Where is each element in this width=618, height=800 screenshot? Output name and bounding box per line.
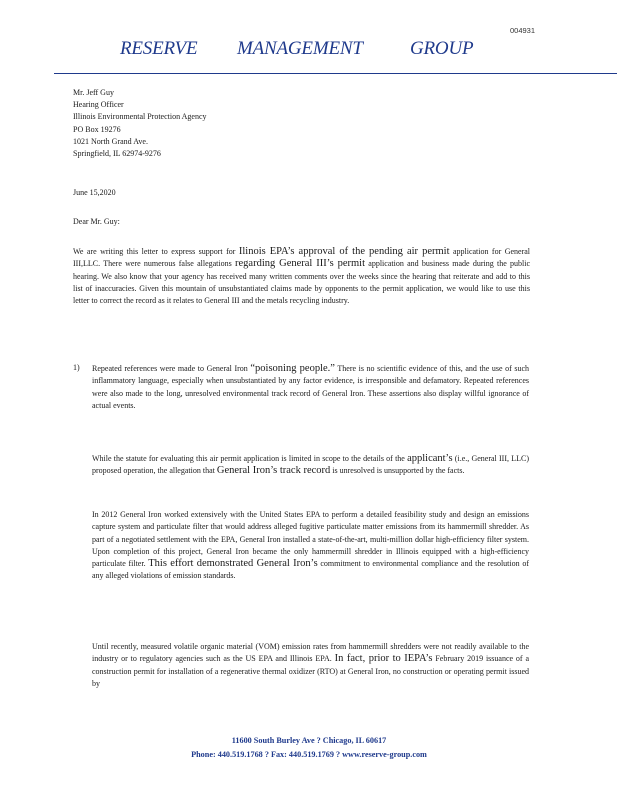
letter-date: June 15,2020: [73, 188, 116, 197]
recipient-name: Mr. Jeff Guy: [73, 88, 114, 97]
item-paragraph-3: In 2012 General Iron worked extensively with the United States EPA to perform a detailed feasibility study and design an emissions capture system and particulate filter that would address alleged fugitive particulate matter emissions from its hammermill shredder. As part of a negotiated settlement with the EPA, General Iron installed a state-of-the-art, multi-million dollar high-efficiency filter system. Upon completion of this project, General Iron became the only hammermill shredder in Illinois equipped with a high-efficiency particulate filter. This effort demonstrated General Iron’s commitment to environmental compliance and the resolution of any alleged violations of emission standards.: [92, 510, 529, 581]
recipient-org: Illinois Environmental Protection Agency: [73, 112, 207, 122]
letterhead-divider: [54, 73, 617, 74]
recipient-title: Hearing Officer: [73, 100, 124, 110]
list-item-number: 1): [73, 363, 80, 372]
item-emphasis: “poisoning people.”: [250, 363, 335, 374]
letterhead-word-management: MANAGEMENT: [237, 38, 363, 59]
item-emphasis: In fact, prior to IEPA’s: [334, 653, 433, 665]
recipient-street: 1021 North Grand Ave.: [73, 136, 148, 146]
intro-emphasis-2: regarding General III’s permit: [235, 258, 366, 270]
letterhead: [0, 38, 618, 62]
recipient-po-box: PO Box 19276: [73, 124, 121, 134]
item-emphasis: General Iron’s track record: [216, 465, 331, 477]
footer-address: 11600 South Burley Ave ? Chicago, IL 60617: [231, 736, 387, 745]
intro-paragraph: We are writing this letter to express support for Ilinois EPA’s approval of the pending air permit application for General III,LLC. There were numerous false allegations regarding General III’s permit application and business made during the public hearing. We also know that your agency has received many written comments over the weeks since the hearing that reiterate and add to this list of inaccuracies. Given this mountain of unsubstantiated claims made by opponents to the permit application, we would like to use this letter to correct the record as it relates to General III and the metals recycling industry.: [73, 246, 531, 306]
recipient-city: Springfield, IL 62974-9276: [73, 149, 161, 159]
item-paragraph-2: While the statute for evaluating this air permit application is limited in scope to the details of the applicant’s (i.e., General III, LLC) proposed operation, the allegation that General Iron’s track record is unresolved is unsupported by the facts.: [92, 453, 529, 477]
item-paragraph-4: Until recently, measured volatile organic material (VOM) emission rates from hammermill shredders were not readily available to the industry or to regulatory agencies such as the US EPA and Illinois EPA. In fact, prior to IEPA’s February 2019 issuance of a construction permit for installation of a regenerative thermal oxidizer (RTO) at General Iron, no construction or operating permit issued by: [92, 642, 529, 688]
intro-emphasis-1: Ilinois EPA’s approval of the pending air permit: [238, 246, 450, 257]
recipient-address: [73, 87, 573, 160]
footer-contact: Phone: 440.519.1768 ? Fax: 440.519.1769 ? www.reserve-group.com: [191, 750, 427, 759]
document-id: 004931: [510, 26, 536, 35]
item-emphasis: This effort demonstrated General Iron’s: [148, 558, 318, 570]
salutation: Dear Mr. Guy:: [73, 217, 120, 226]
item-paragraph-1: Repeated references were made to General Iron “poisoning people.” There is no scientific evidence of this, and the use of such inflammatory language, especially when unsubstantiated by any factor evidence, is irresponsible and defamatory. Repeated references were also made to the long, unresolved environmental track record of General Iron. These assertions also display willful ignorance of actual events.: [92, 363, 529, 410]
letterhead-word-group: GROUP: [410, 38, 474, 59]
letterhead-word-reserve: RESERVE: [120, 38, 198, 59]
item-emphasis: applicant’s: [407, 453, 453, 464]
